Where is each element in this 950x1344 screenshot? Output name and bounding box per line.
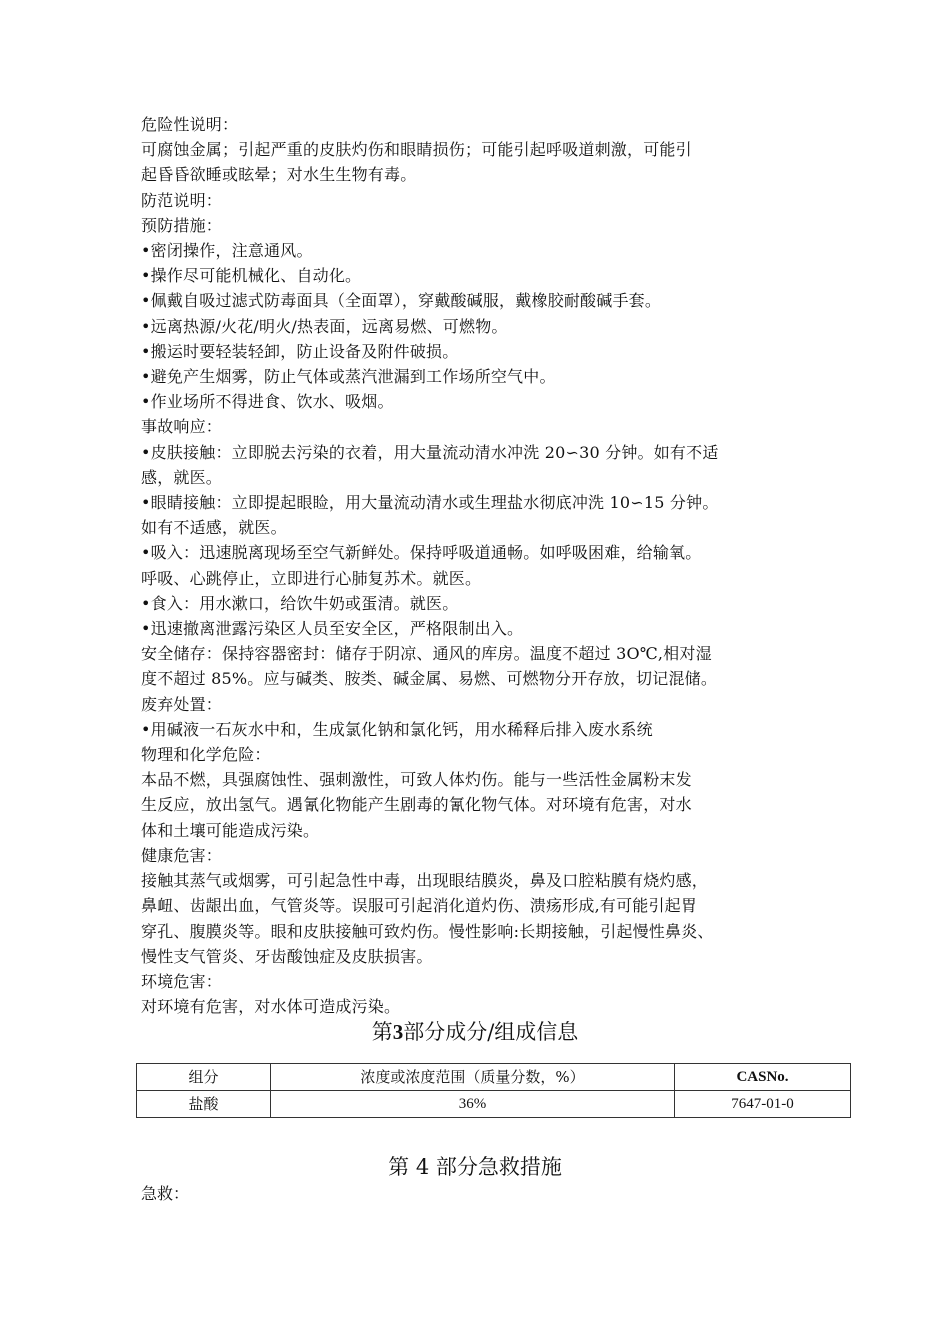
text-line: •密闭操作，注意通风。 — [141, 241, 313, 261]
section-3-heading — [0, 1018, 950, 1046]
section-4-heading: 第 4 部分急救措施 — [388, 1155, 562, 1179]
text-line: 感，就医。 — [141, 467, 223, 487]
text-line: 穿孔、腹膜炎等。眼和皮肤接触可致灼伤。慢性影响:长期接触，引起慢性鼻炎、 — [141, 921, 714, 941]
text-line: 本品不燃，具强腐蚀性、强刺激性，可致人体灼伤。能与一些活性金属粉末发 — [141, 770, 692, 790]
text-line: •远离热源/火花/明火/热表面，远离易燃、可燃物。 — [141, 316, 508, 336]
header-cas-no: CASNo. — [675, 1064, 851, 1091]
text-line: 预防措施： — [141, 215, 223, 235]
text-line: 慢性支气管炎、牙齿酸蚀症及皮肤损害。 — [141, 946, 433, 966]
body-text — [141, 112, 821, 1019]
text-line: 如有不适感，就医。 — [141, 518, 287, 538]
table-row — [137, 1091, 851, 1118]
header-concentration: 浓度或浓度范围（质量分数，%） — [271, 1064, 675, 1091]
text-line: 危险性说明： — [141, 115, 239, 134]
text-line: 起昏昏欲睡或眩晕；对水生生物有毒。 — [141, 165, 417, 185]
text-line: •用碱液一石灰水中和，生成氯化钠和氯化钙，用水稀释后排入废水系统 — [141, 719, 653, 739]
text-line: 鼻衄、齿龈出血，气管炎等。误服可引起消化道灼伤、溃疡形成,有可能引起胃 — [141, 896, 698, 916]
cell-cas-no: 7647-01-0 — [675, 1091, 851, 1118]
composition-table — [136, 1063, 851, 1118]
text-line: 接触其蒸气或烟雾，可引起急性中毒，出现眼结膜炎，鼻及口腔粘膜有烧灼感， — [141, 871, 709, 891]
text-line: 体和土壤可能造成污染。 — [141, 820, 320, 840]
text-line: 呼吸、心跳停止，立即进行心肺复苏术。就医。 — [141, 568, 482, 588]
text-line: 度不超过 85%。应与碱类、胺类、碱金属、易燃、可燃物分开存放，切记混储。 — [141, 669, 718, 689]
section-3-prefix: 第 — [371, 1020, 393, 1044]
text-line: •作业场所不得进食、饮水、吸烟。 — [141, 392, 394, 412]
header-component: 组分 — [137, 1064, 271, 1091]
text-line: 废弃处置： — [141, 694, 223, 714]
text-line: •搬运时要轻装轻卸，防止设备及附件破损。 — [141, 341, 459, 361]
text-line: •吸入：迅速脱离现场至空气新鲜处。保持呼吸道通畅。如呼吸困难，给输氧。 — [141, 543, 702, 563]
cell-component: 盐酸 — [137, 1091, 271, 1118]
text-line: •操作尽可能机械化、自动化。 — [141, 266, 362, 286]
text-line: •避免产生烟雾，防止气体或蒸汽泄漏到工作场所空气中。 — [141, 367, 556, 387]
text-line: 安全储存：保持容器密封：储存于阴凉、通风的库房。温度不超过 3O℃,相对湿 — [141, 644, 712, 664]
section-3-number: 3 — [392, 1020, 404, 1044]
text-line: 事故响应： — [141, 417, 223, 437]
cell-concentration: 36% — [271, 1091, 675, 1118]
table-header-row — [137, 1064, 851, 1091]
text-line: 对环境有危害，对水体可造成污染。 — [141, 997, 401, 1017]
text-line: 健康危害： — [141, 845, 223, 865]
text-line: •食入：用水漱口，给饮牛奶或蛋清。就医。 — [141, 593, 459, 613]
text-line: •佩戴自吸过滤式防毒面具（全面罩），穿戴酸碱服，戴橡胶耐酸碱手套。 — [141, 291, 662, 311]
text-line: •眼睛接触：立即提起眼睑，用大量流动清水或生理盐水彻底冲洗 10∽15 分钟。 — [141, 493, 719, 513]
text-line: •皮肤接触：立即脱去污染的衣着，用大量流动清水冲洗 20∽30 分钟。如有不适 — [141, 442, 719, 462]
text-line: 生反应，放出氢气。遇氰化物能产生剧毒的氰化物气体。对环境有危害，对水 — [141, 795, 692, 815]
text-line: 防范说明： — [141, 190, 223, 210]
section-3-title: 部分成分/组成信息 — [403, 1020, 579, 1044]
text-line: 环境危害： — [141, 971, 223, 991]
text-line: 物理和化学危险： — [141, 745, 271, 765]
first-aid-label: 急救： — [141, 1184, 190, 1203]
text-line: •迅速撤离泄露污染区人员至安全区，严格限制出入。 — [141, 619, 524, 639]
text-line: 可腐蚀金属；引起严重的皮肤灼伤和眼睛损伤；可能引起呼吸道刺激，可能引 — [141, 140, 692, 160]
